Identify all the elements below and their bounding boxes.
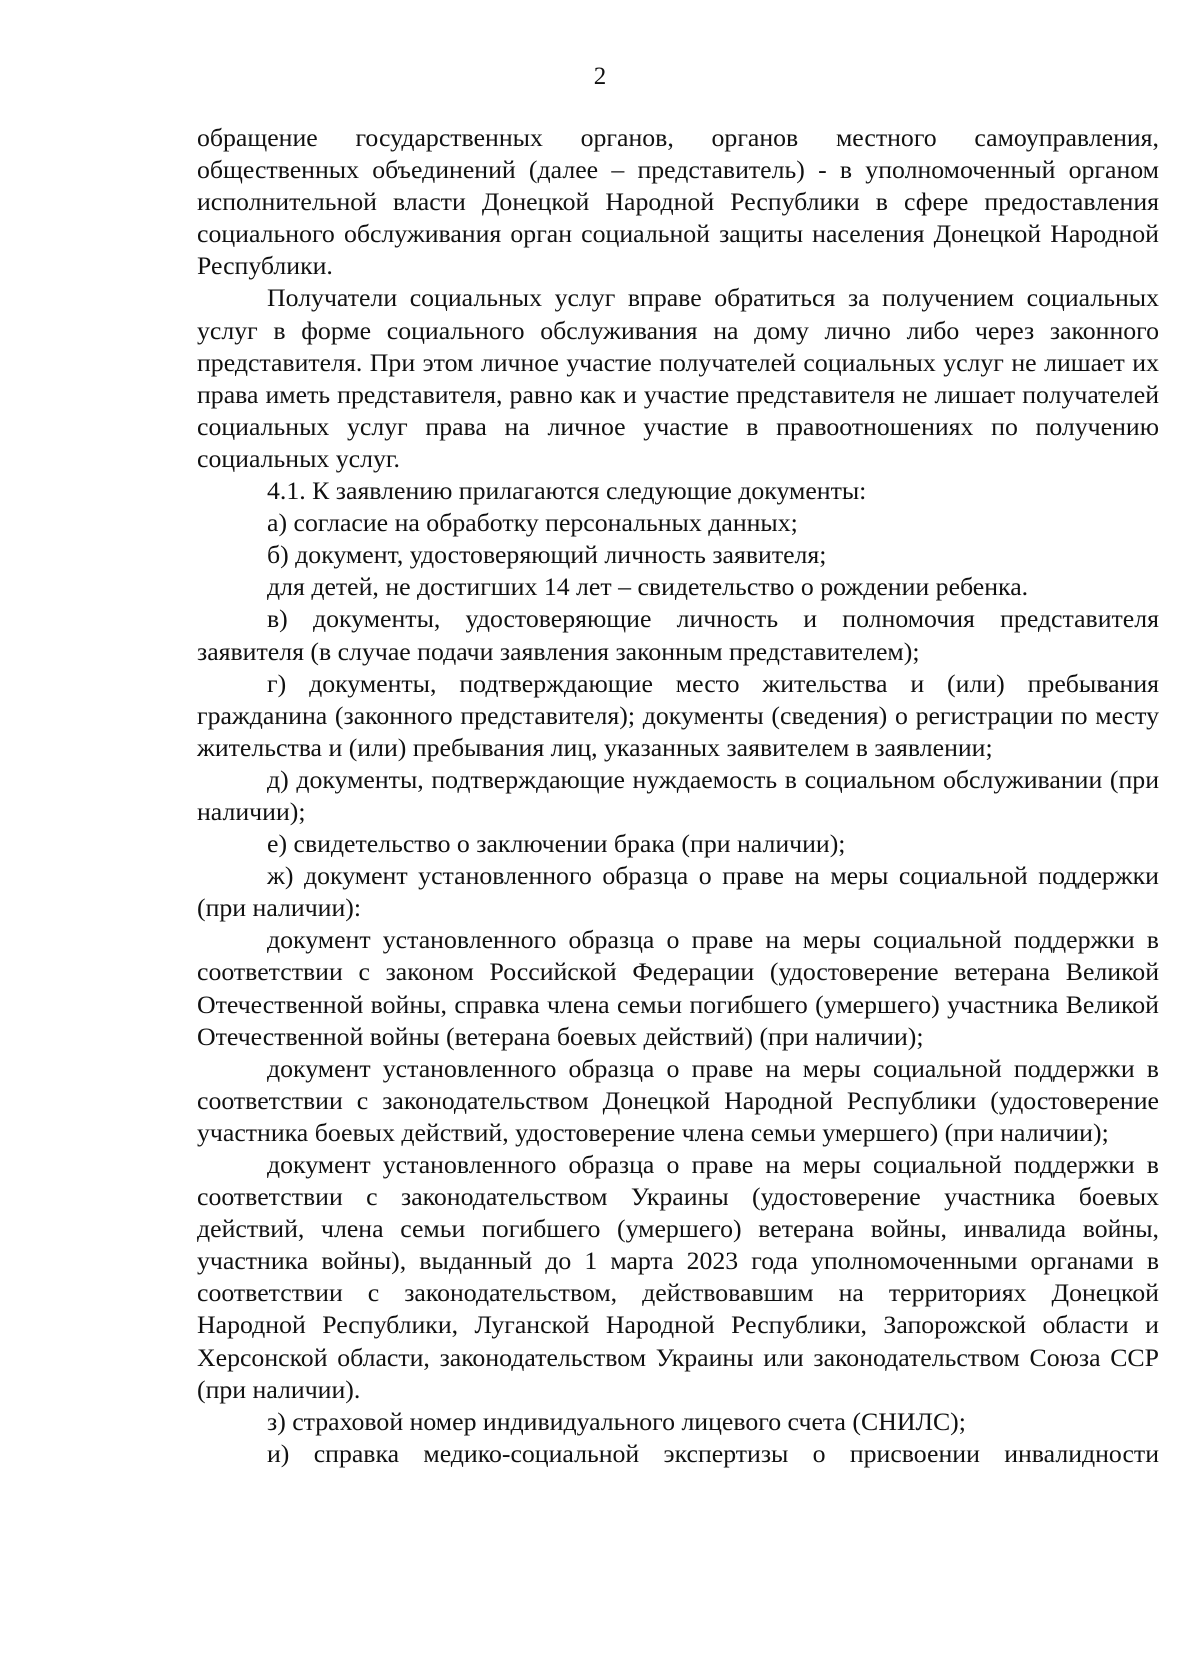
list-item-g: г) документы, подтверждающие место жительства и (или) пребывания гражданина (законного представителя); документы (сведения) о регистрации по месту жительства и (или) пребывания лиц, указанных заявителем в заявлении; xyxy=(197,668,1159,762)
list-item-zh-rf-document: документ установленного образца о праве на меры социальной поддержки в соответствии с законом Российской Федерации (удостоверение ветерана Великой Отечественной войны, справка члена семьи погибшего (умершего) участника Великой Отечественной войны (ветерана боевых действий) (при наличии); xyxy=(197,925,1159,1051)
list-item-v: в) документы, удостоверяющие личность и полномочия представителя заявителя (в случае подачи заявления законным представителем); xyxy=(197,604,1159,666)
paragraph-representative-intro: обращение государственных органов, органов местного самоуправления, общественных объединений (далее – представитель) - в уполномоченный органом исполнительной власти Донецкой Народной Республики в сфере предоставления социального обслуживания орган социальной защиты населения Донецкой Народной Республики. xyxy=(197,123,1159,281)
list-item-d: д) документы, подтверждающие нуждаемость в социальном обслуживании (при наличии); xyxy=(197,764,1159,826)
paragraph-4-1-heading: 4.1. К заявлению прилагаются следующие документы: xyxy=(267,476,867,506)
list-item-z: з) страховой номер индивидуального лицевого счета (СНИЛС); xyxy=(267,1406,966,1436)
document-body xyxy=(197,122,1159,1470)
list-item-i: и) справка медико-социальной экспертизы о присвоении инвалидности xyxy=(267,1438,1159,1468)
paragraph-recipients-rights: Получатели социальных услуг вправе обратиться за получением социальных услуг в форме социального обслуживания на дому лично либо через законного представителя. При этом личное участие получателей социальных услуг не лишает их права иметь представителя, равно как и участие представителя не лишает получателей социальных услуг права на личное участие в правоотношениях по получению социальных услуг. xyxy=(197,283,1159,473)
list-item-b-children-note: для детей, не достигших 14 лет – свидетельство о рождении ребенка. xyxy=(267,572,1029,602)
list-item-zh-dnr-document: документ установленного образца о праве на меры социальной поддержки в соответствии с законодательством Донецкой Народной Республики (удостоверение участника боевых действий, удостоверение члена семьи умершего) (при наличии); xyxy=(197,1053,1159,1147)
page-number: 2 xyxy=(593,63,607,90)
list-item-b: б) документ, удостоверяющий личность заявителя; xyxy=(267,540,827,570)
list-item-a: а) согласие на обработку персональных данных; xyxy=(267,508,798,538)
list-item-zh: ж) документ установленного образца о праве на меры социальной поддержки (при наличии): xyxy=(197,861,1159,923)
list-item-zh-ukraine-document: документ установленного образца о праве на меры социальной поддержки в соответствии с законодательством Украины (удостоверение участника боевых действий, члена семьи погибшего (умершего) ветерана войны, инвалида войны, участника войны), выданный до 1 марта 2023 года уполномоченными органами в соответствии с законодательством, действовавшим на территориях Донецкой Народной Республики, Луганской Народной Республики, Запорожской области и Херсонской области, законодательством Украины или законодательством Союза ССР (при наличии). xyxy=(197,1150,1159,1404)
list-item-e: е) свидетельство о заключении брака (при наличии); xyxy=(267,829,846,859)
